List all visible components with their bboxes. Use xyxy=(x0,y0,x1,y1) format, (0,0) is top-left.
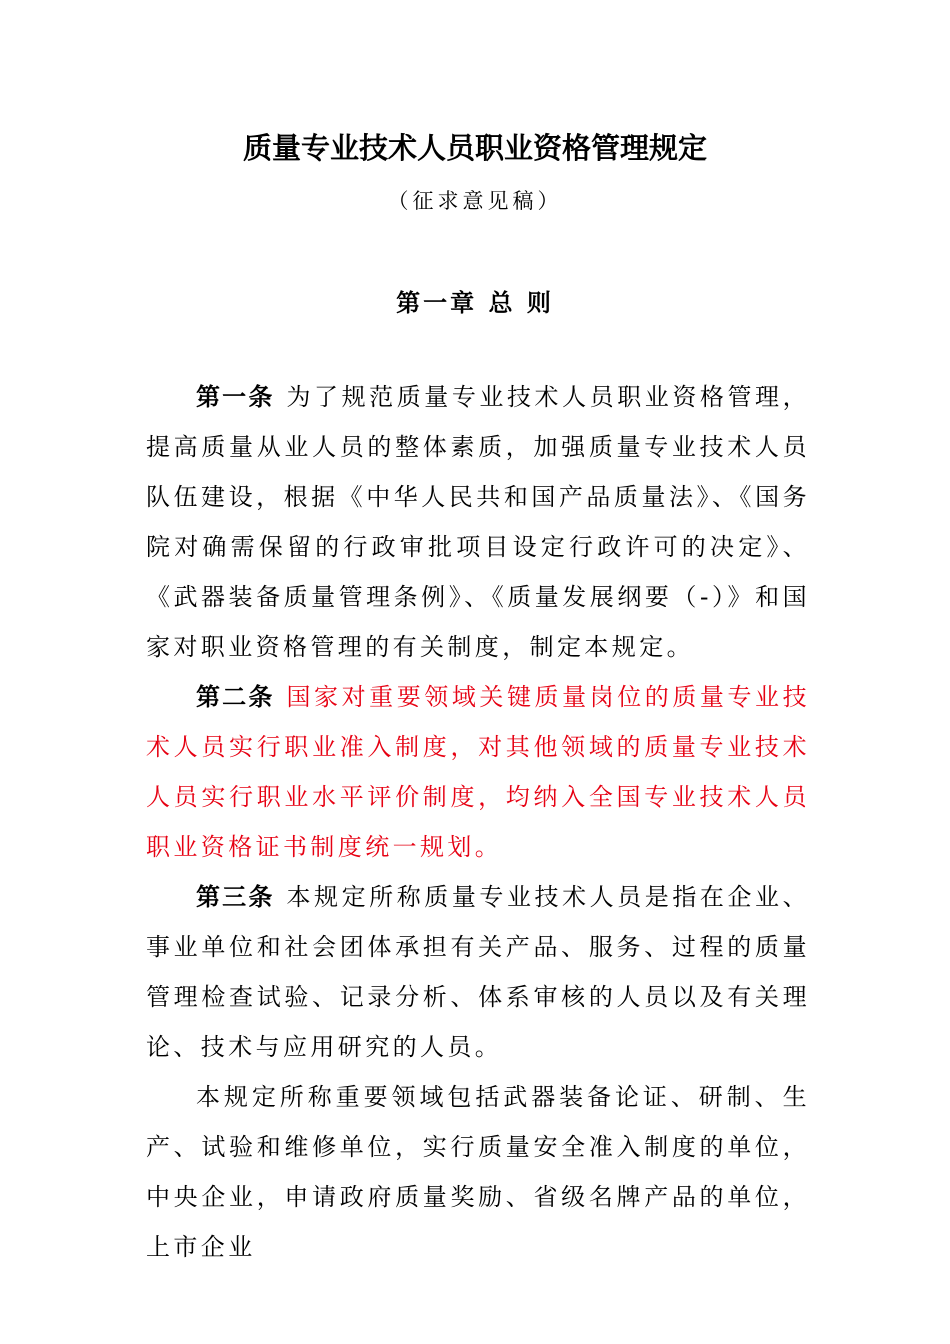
chapter-heading: 第一章 总 则 xyxy=(396,289,554,317)
document-title: 质量专业技术人员职业资格管理规定 xyxy=(242,131,707,165)
article-3-label: 第三条 xyxy=(196,883,275,911)
article-2-label: 第二条 xyxy=(196,683,275,711)
article-1 xyxy=(146,372,810,672)
article-1-label: 第一条 xyxy=(196,383,275,411)
paragraph-important-fields: 本规定所称重要领域包括武器装备论证、研制、生产、试验和维修单位，实行质量安全准入制度的单位，中央企业，申请政府质量奖励、省级名牌产品的单位，上市企业 xyxy=(146,1083,810,1261)
article-3 xyxy=(146,872,810,1072)
article-2-text: 国家对重要领域关键质量岗位的质量专业技术人员实行职业准入制度，对其他领域的质量专业技术人员实行职业水平评价制度，均纳入全国专业技术人员职业资格证书制度统一规划。 xyxy=(146,683,810,861)
article-1-text: 为了规范质量专业技术人员职业资格管理，提高质量从业人员的整体素质，加强质量专业技术人员队伍建设，根据《中华人民共和国产品质量法》、《国务院对确需保留的行政审批项目设定行政许可的决定》、《武器装备质量管理条例》、《质量发展纲要（-）》和国家对职业资格管理的有关制度，制定本规定。 xyxy=(146,383,810,661)
article-2 xyxy=(146,672,810,872)
document-subtitle: （征求意见稿） xyxy=(387,189,563,213)
article-3-text: 本规定所称质量专业技术人员是指在企业、事业单位和社会团体承担有关产品、服务、过程的质量管理检查试验、记录分析、体系审核的人员以及有关理论、技术与应用研究的人员。 xyxy=(146,883,810,1061)
